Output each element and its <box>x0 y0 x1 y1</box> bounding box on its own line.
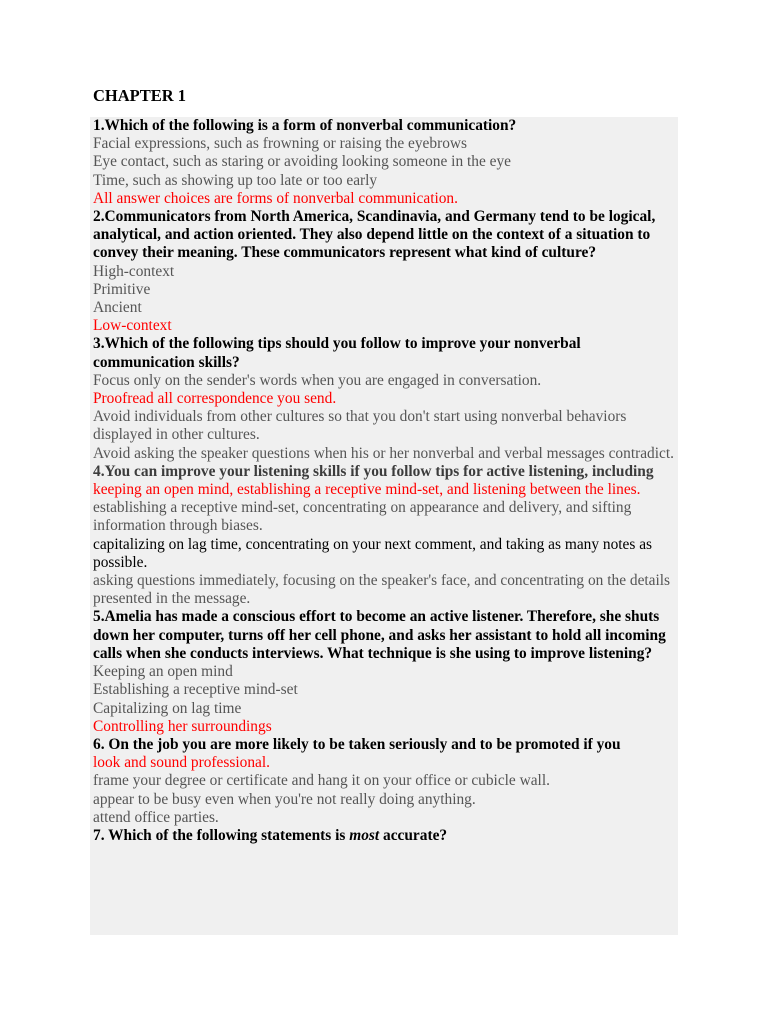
q7-text-emphasis: most <box>349 826 380 844</box>
q3-option-1: Focus only on the sender's words when you are engaged in conversation. <box>93 371 542 389</box>
question-1: 1.Which of the following is a form of nonverbal communication? <box>93 117 517 134</box>
q4-option-2: capitalizing on lag time, concentrating on your next comment, and taking as many notes as possible. <box>93 535 653 571</box>
q6-answer: look and sound professional. <box>93 754 270 772</box>
q5-option-1: Keeping an open mind <box>93 663 233 681</box>
q6-option-3: attend office parties. <box>93 808 219 826</box>
q2-answer: Low-context <box>93 317 172 335</box>
q1-answer: All answer choices are forms of nonverbal communication. <box>93 189 458 207</box>
q5-option-2: Establishing a receptive mind-set <box>93 681 298 699</box>
q6-option-1: frame your degree or certificate and hang it on your office or cubicle wall. <box>93 772 550 790</box>
question-6: 6. On the job you are more likely to be taken seriously and to be promoted if you <box>93 735 621 753</box>
question-5: 5.Amelia has made a conscious effort to become an active listener. Therefore, she shuts down her computer, turns off her cell phone, and asks her assistant to hold all incoming calls when she conducts interviews. What technique is she using to improve listening? <box>93 608 666 662</box>
chapter-title: CHAPTER 1 <box>93 86 187 105</box>
q6-option-2: appear to be busy even when you're not really doing anything. <box>93 790 476 808</box>
q1-option-1: Facial expressions, such as frowning or raising the eyebrows <box>93 135 467 153</box>
q2-option-3: Ancient <box>93 299 142 317</box>
question-4: 4.You can improve your listening skills if you follow tips for active listening, including <box>93 462 654 480</box>
q1-option-2: Eye contact, such as staring or avoiding looking someone in the eye <box>93 153 512 171</box>
q1-option-3: Time, such as showing up too late or too early <box>93 171 378 189</box>
q4-option-1: establishing a receptive mind-set, concentrating on appearance and delivery, and sifting information through biases. <box>93 499 632 535</box>
q7-text-post: accurate? <box>379 826 448 844</box>
q2-option-1: High-context <box>93 262 175 280</box>
question-panel <box>90 117 678 935</box>
question-3: 3.Which of the following tips should you follow to improve your nonverbal communication skills? <box>93 335 581 371</box>
question-7 <box>93 827 678 845</box>
q2-option-2: Primitive <box>93 280 151 298</box>
q4-answer: keeping an open mind, establishing a receptive mind-set, and listening between the lines. <box>93 481 641 499</box>
q7-text-pre: 7. Which of the following statements is <box>93 826 350 844</box>
q5-answer: Controlling her surroundings <box>93 717 272 735</box>
q3-option-3: Avoid asking the speaker questions when his or her nonverbal and verbal messages contradict. <box>93 444 674 462</box>
q4-option-3: asking questions immediately, focusing on the speaker's face, and concentrating on the details presented in the message. <box>93 572 671 608</box>
question-2: 2.Communicators from North America, Scandinavia, and Germany tend to be logical, analytical, and action oriented. They also depend little on the context of a situation to convey their meaning. These communicators represent what kind of culture? <box>93 208 656 262</box>
q3-option-2: Avoid individuals from other cultures so that you don't start using nonverbal behaviors displayed in other cultures. <box>93 408 627 444</box>
q5-option-3: Capitalizing on lag time <box>93 699 242 717</box>
q3-answer: Proofread all correspondence you send. <box>93 390 337 408</box>
